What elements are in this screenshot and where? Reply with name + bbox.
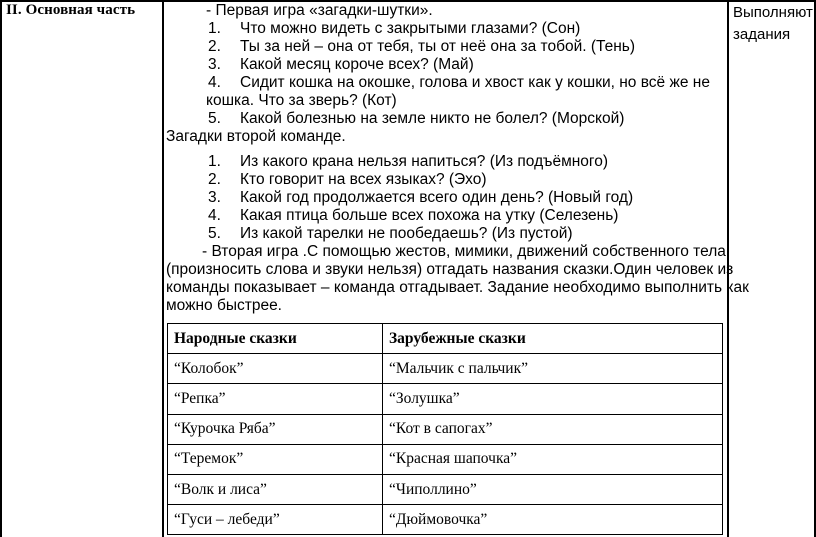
riddle-text: Из какого крана нельзя напиться? (Из подъёмного)	[240, 153, 609, 170]
foreign-tale-cell: “Дюймовочка”	[383, 505, 723, 535]
table-row	[168, 505, 723, 535]
riddle-number: 3.	[208, 56, 221, 73]
riddle-number: 5.	[208, 110, 221, 127]
riddle-text: Из какой тарелки не пообедаешь? (Из пустой)	[240, 225, 573, 242]
column-header-folk: Народные сказки	[168, 324, 383, 354]
fairy-tales-table	[167, 323, 723, 535]
riddle-number: 2.	[208, 38, 221, 55]
table-header-row	[168, 324, 723, 354]
folk-tale-cell: “Курочка Ряба”	[168, 414, 383, 444]
foreign-tale-cell: “Кот в сапогах”	[383, 414, 723, 444]
riddle-text: Сидит кошка на окошке, голова и хвост как у кошки, но всё же не	[240, 74, 710, 91]
riddle-number: 4.	[208, 74, 221, 91]
folk-tale-cell: “Волк и лиса”	[168, 474, 383, 504]
table-row	[168, 474, 723, 504]
section-title: II. Основная часть	[6, 2, 136, 18]
team2-heading: Загадки второй команде.	[166, 128, 346, 145]
riddle-text: Что можно видеть с закрытыми глазами? (Сон)	[240, 20, 581, 37]
folk-tale-cell: “Репка”	[168, 384, 383, 414]
table-left-border	[0, 0, 2, 537]
riddle-text: Какой болезнью на земле никто не болел? (Морской)	[240, 110, 625, 127]
riddle-number: 5.	[208, 225, 221, 242]
riddle-number: 1.	[208, 20, 221, 37]
game2-line: - Вторая игра .С помощью жестов, мимики, движений собственного тела	[202, 243, 726, 260]
folk-tale-cell: “Колобок”	[168, 354, 383, 384]
riddle-text: Ты за ней – она от тебя, ты от неё она за тобой. (Тень)	[240, 38, 636, 55]
folk-tale-cell: “Теремок”	[168, 444, 383, 474]
riddle-number: 2.	[208, 171, 221, 188]
riddle-text: Какой месяц короче всех? (Май)	[240, 56, 474, 73]
foreign-tale-cell: “Чиполлино”	[383, 474, 723, 504]
column-header-foreign: Зарубежные сказки	[383, 324, 723, 354]
riddle-text: Какой год продолжается всего один день? (Новый год)	[240, 189, 634, 206]
foreign-tale-cell: “Золушка”	[383, 384, 723, 414]
folk-tale-cell: “Гуси – лебеди”	[168, 505, 383, 535]
game1-intro: - Первая игра «загадки-шутки».	[206, 2, 433, 19]
riddle-text: Кто говорит на всех языках? (Эхо)	[240, 171, 487, 188]
riddle-text-continuation: кошка. Что за зверь? (Кот)	[206, 92, 397, 109]
activity-status: Выполняют задания	[733, 4, 813, 43]
column-divider-1	[162, 0, 164, 537]
riddle-text: Какая птица больше всех похожа на утку (Селезень)	[240, 207, 619, 224]
riddle-number: 4.	[208, 207, 221, 224]
game2-line: команды показывает – команда отгадывает. Задание необходимо выполнить как	[166, 279, 749, 296]
foreign-tale-cell: “Мальчик с пальчик”	[383, 354, 723, 384]
table-row	[168, 354, 723, 384]
game2-line: (произносить слова и звуки нельзя) отгадать названия сказки.Один человек из	[166, 261, 734, 278]
game2-line: можно быстрее.	[166, 297, 282, 314]
table-row	[168, 444, 723, 474]
riddle-number: 1.	[208, 153, 221, 170]
table-row	[168, 384, 723, 414]
foreign-tale-cell: “Красная шапочка”	[383, 444, 723, 474]
riddle-number: 3.	[208, 189, 221, 206]
table-row	[168, 414, 723, 444]
